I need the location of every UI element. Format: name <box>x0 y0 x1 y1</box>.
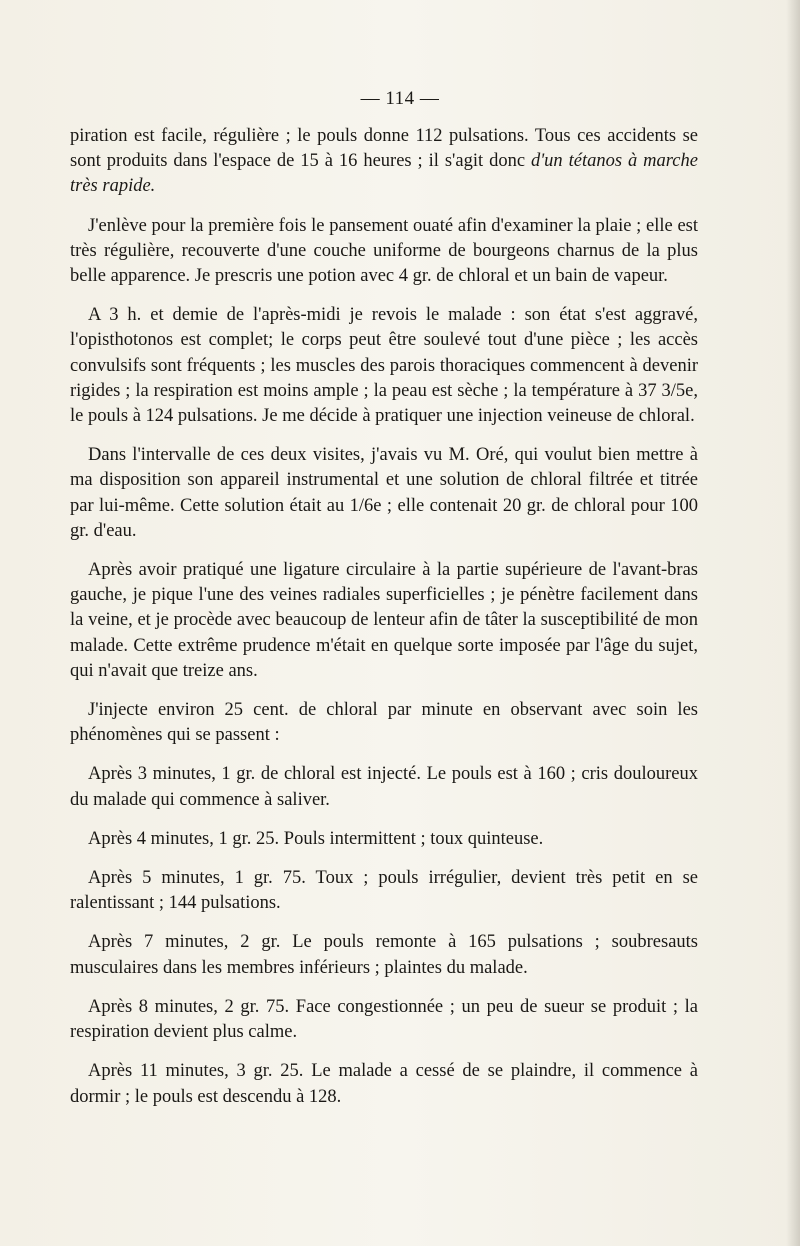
paragraph-2: J'enlève pour la première fois le pansement ouaté afin d'examiner la plaie ; elle est très régulière, recouverte d'une couche uniforme de bourgeons charnus de la plus belle apparence. Je prescris une potion avec 4 gr. de chloral et un bain de vapeur. <box>70 215 698 287</box>
paragraph-3: A 3 h. et demie de l'après-midi je revois le malade : son état s'est aggravé, l'opisthotonos est complet; le corps peut être soulevé tout d'une pièce ; les accès convulsifs sont fréquents ; les muscles des parois thoraciques commencent à devenir rigides ; la respiration est moins ample ; la peau est sèche ; la température à 37 3/5e, le pouls à 124 pulsations. Je me décide à pratiquer une injection veineuse de chloral. <box>70 305 698 427</box>
paragraph-7: Après 3 minutes, 1 gr. de chloral est injecté. Le pouls est à 160 ; cris douloureux du malade qui commence à saliver. <box>70 764 698 810</box>
paragraph-4: Dans l'intervalle de ces deux visites, j'avais vu M. Oré, qui voulut bien mettre à ma disposition son appareil instrumental et une solution de chloral filtrée et titrée par lui-même. Cette solution était au 1/6e ; elle contenait 20 gr. de chloral pour 100 gr. d'eau. <box>70 445 698 541</box>
page-edge-shadow <box>786 0 800 1246</box>
body-text <box>70 124 698 1124</box>
paragraph-8: Après 4 minutes, 1 gr. 25. Pouls intermittent ; toux quinteuse. <box>88 828 544 849</box>
paragraph-1 <box>70 124 698 200</box>
page-number: — 114 — <box>360 88 440 109</box>
paragraph-12: Après 11 minutes, 3 gr. 25. Le malade a cessé de se plaindre, il commence à dormir ; le pouls est descendu à 128. <box>70 1061 698 1107</box>
paragraph-1-text: piration est facile, régulière ; le pouls donne 112 pulsations. Tous ces accidents se sont produits dans l'espace de 15 à 16 heures ; il s'agit donc <box>70 126 698 172</box>
paragraph-10: Après 7 minutes, 2 gr. Le pouls remonte à 165 pulsations ; soubresauts musculaires dans les membres inférieurs ; plaintes du malade. <box>70 932 698 978</box>
paragraph-6: J'injecte environ 25 cent. de chloral par minute en observant avec soin les phénomènes qui se passent : <box>70 700 698 746</box>
paragraph-5: Après avoir pratiqué une ligature circulaire à la partie supérieure de l'avant-bras gauche, je pique l'une des veines radiales superficielles ; je pénètre facilement dans la veine, et je procède avec beaucoup de lenteur afin de tâter la susceptibilité de mon malade. Cette extrême prudence m'était en quelque sorte imposée par l'âge du sujet, qui n'avait que treize ans. <box>70 560 698 681</box>
paragraph-11: Après 8 minutes, 2 gr. 75. Face congestionnée ; un peu de sueur se produit ; la respiration devient plus calme. <box>70 996 698 1043</box>
paragraph-1-italic: d'un tétanos à marche très rapide. <box>70 151 698 197</box>
paragraph-9: Après 5 minutes, 1 gr. 75. Toux ; pouls irrégulier, devient très petit en se ralentissant ; 144 pulsations. <box>70 868 698 914</box>
